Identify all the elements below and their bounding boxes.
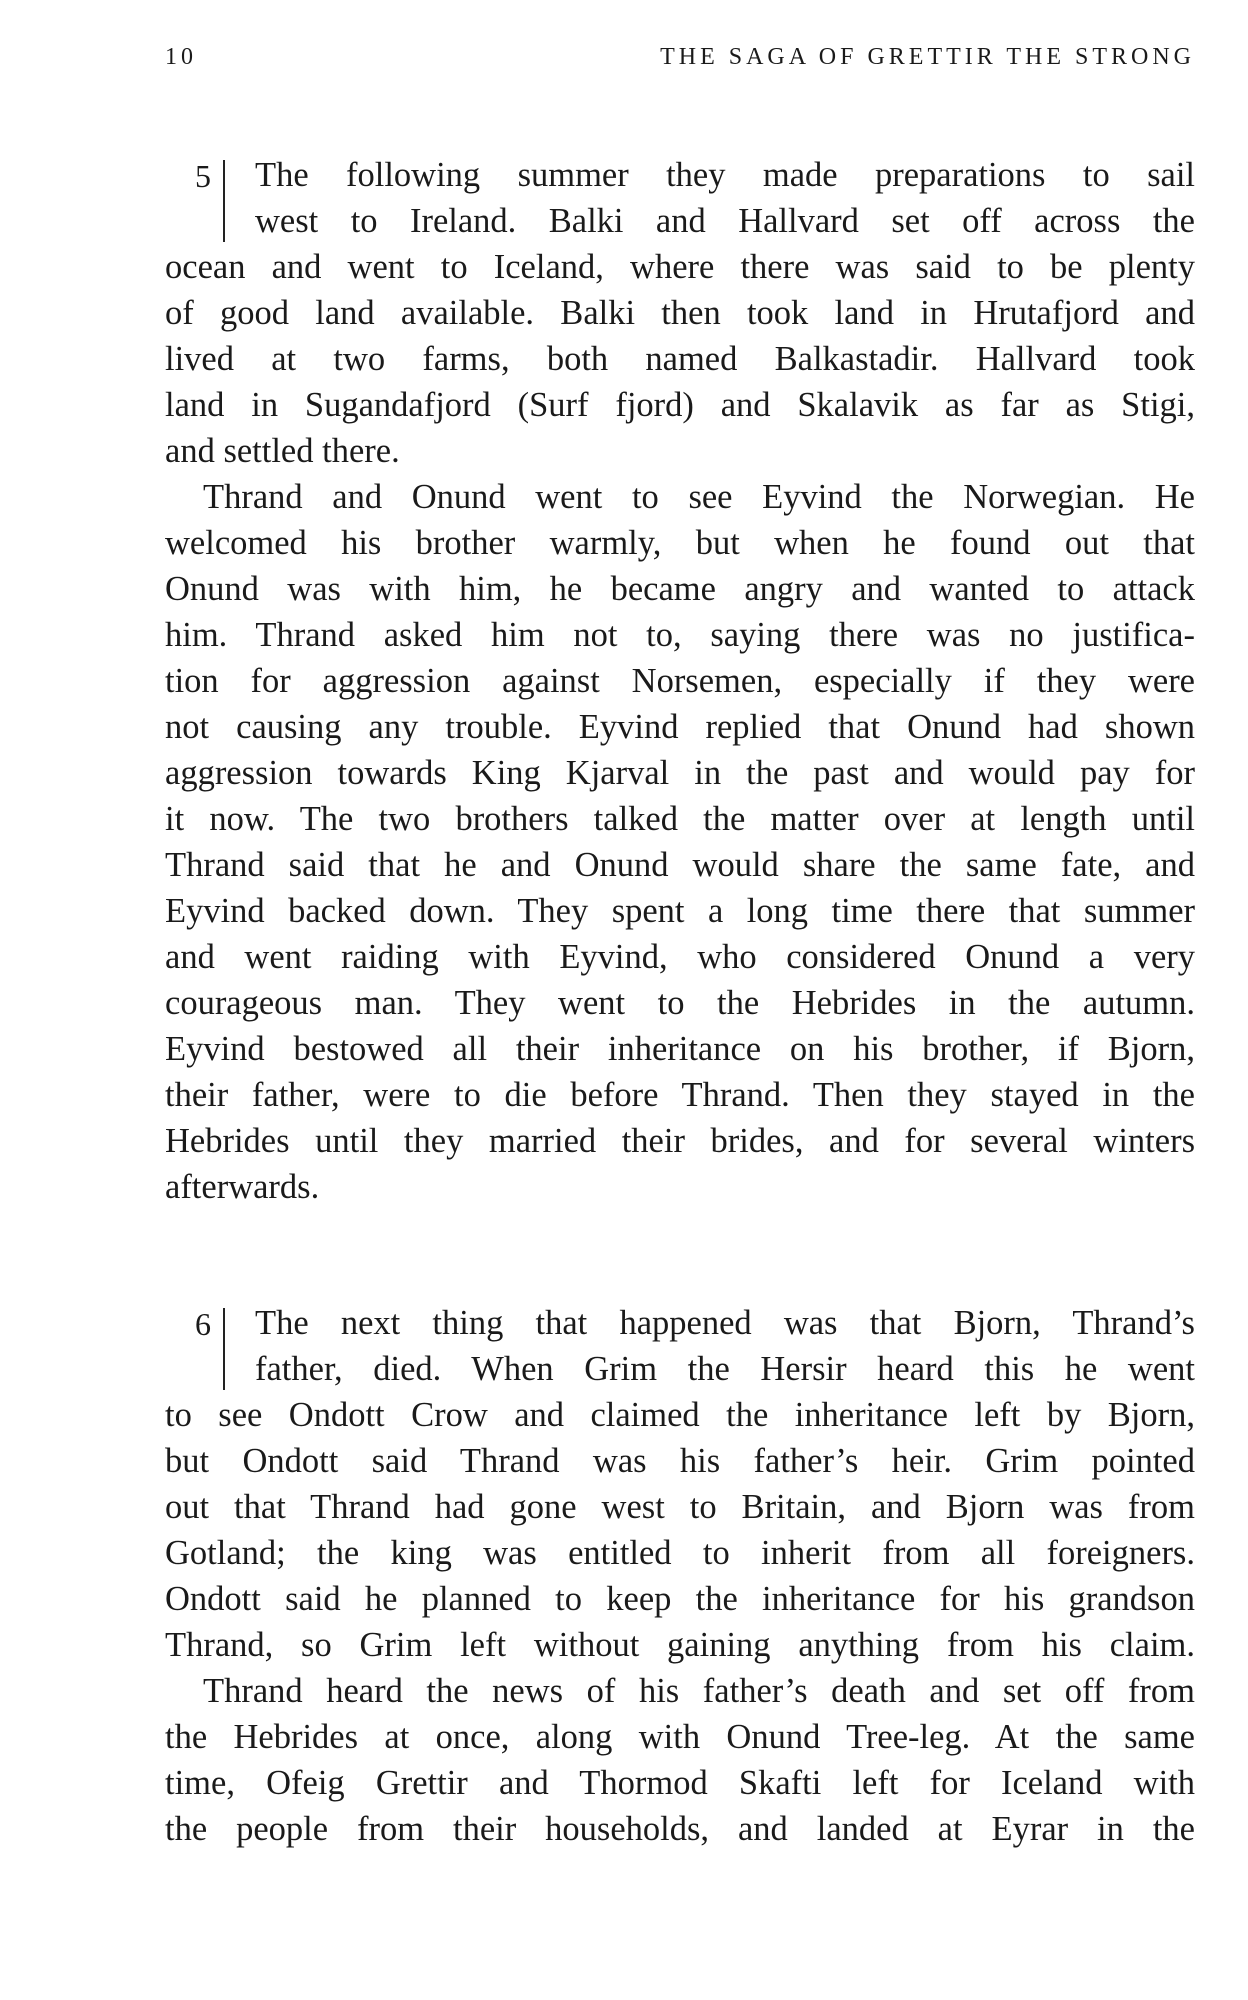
chapter-5: [165, 152, 1195, 1210]
text-line: aggression towards King Kjarval in the past and would pay for: [165, 754, 1195, 792]
text-line: him. Thrand asked him not to, saying there was no justifica-: [165, 616, 1195, 654]
chapter-6-paragraph-1: [165, 1300, 1195, 1668]
text-line: Eyvind backed down. They spent a long time there that summer: [165, 892, 1195, 930]
text-line: The next thing that happened was that Bjorn, Thrand’s: [255, 1304, 1195, 1342]
text-line: it now. The two brothers talked the matter over at length until: [165, 800, 1195, 838]
text-line: of good land available. Balki then took land in Hrutafjord and: [165, 294, 1195, 332]
text-line: Thrand heard the news of his father’s death and set off from: [203, 1672, 1195, 1710]
text-line: Eyvind bestowed all their inheritance on his brother, if Bjorn,: [165, 1030, 1195, 1068]
text-line: the people from their households, and landed at Eyrar in the: [165, 1810, 1195, 1848]
text-line: Gotland; the king was entitled to inherit from all foreigners.: [165, 1534, 1195, 1572]
text-line: not causing any trouble. Eyvind replied that Onund had shown: [165, 708, 1195, 746]
text-line: but Ondott said Thrand was his father’s heir. Grim pointed: [165, 1442, 1195, 1480]
text-line: tion for aggression against Norsemen, especially if they were: [165, 662, 1195, 700]
text-line: ocean and went to Iceland, where there was said to be plenty: [165, 248, 1195, 286]
text-line: land in Sugandafjord (Surf fjord) and Skalavik as far as Stigi,: [165, 386, 1195, 424]
text-line: time, Ofeig Grettir and Thormod Skafti left for Iceland with: [165, 1764, 1195, 1802]
running-header: [165, 44, 1195, 84]
text-line: the Hebrides at once, along with Onund Tree-leg. At the same: [165, 1718, 1195, 1756]
text-line: Onund was with him, he became angry and wanted to attack: [165, 570, 1195, 608]
text-line: and went raiding with Eyvind, who considered Onund a very: [165, 938, 1195, 976]
text-line: Thrand and Onund went to see Eyvind the Norwegian. He: [203, 478, 1195, 516]
text-line: afterwards.: [165, 1168, 320, 1206]
text-line: to see Ondott Crow and claimed the inheritance left by Bjorn,: [165, 1396, 1195, 1434]
text-line: Thrand said that he and Onund would share the same fate, and: [165, 846, 1195, 884]
chapter-6-paragraph-2: [165, 1668, 1195, 1852]
text-line: lived at two farms, both named Balkastadir. Hallvard took: [165, 340, 1195, 378]
text-line: Ondott said he planned to keep the inheritance for his grandson: [165, 1580, 1195, 1618]
text-line: Hebrides until they married their brides, and for several winters: [165, 1122, 1195, 1160]
text-line: courageous man. They went to the Hebrides in the autumn.: [165, 984, 1195, 1022]
chapter-number-rule: [223, 1308, 225, 1390]
text-line: The following summer they made preparations to sail: [255, 156, 1195, 194]
text-line: out that Thrand had gone west to Britain, and Bjorn was from: [165, 1488, 1195, 1526]
chapter-6: [165, 1300, 1195, 1852]
running-title: THE SAGA OF GRETTIR THE STRONG: [660, 44, 1195, 70]
page-number: 10: [165, 44, 197, 70]
text-line: west to Ireland. Balki and Hallvard set off across the: [255, 202, 1195, 240]
chapter-5-paragraph-1: [165, 152, 1195, 474]
text-line: welcomed his brother warmly, but when he found out that: [165, 524, 1195, 562]
text-line: their father, were to die before Thrand. Then they stayed in the: [165, 1076, 1195, 1114]
chapter-5-paragraph-2: [165, 474, 1195, 1210]
text-line: Thrand, so Grim left without gaining anything from his claim.: [165, 1626, 1195, 1664]
text-line: father, died. When Grim the Hersir heard this he went: [255, 1350, 1195, 1388]
chapter-number: 6: [195, 1306, 211, 1342]
chapter-number: 5: [195, 158, 211, 194]
text-line: and settled there.: [165, 432, 400, 470]
chapter-number-rule: [223, 160, 225, 242]
